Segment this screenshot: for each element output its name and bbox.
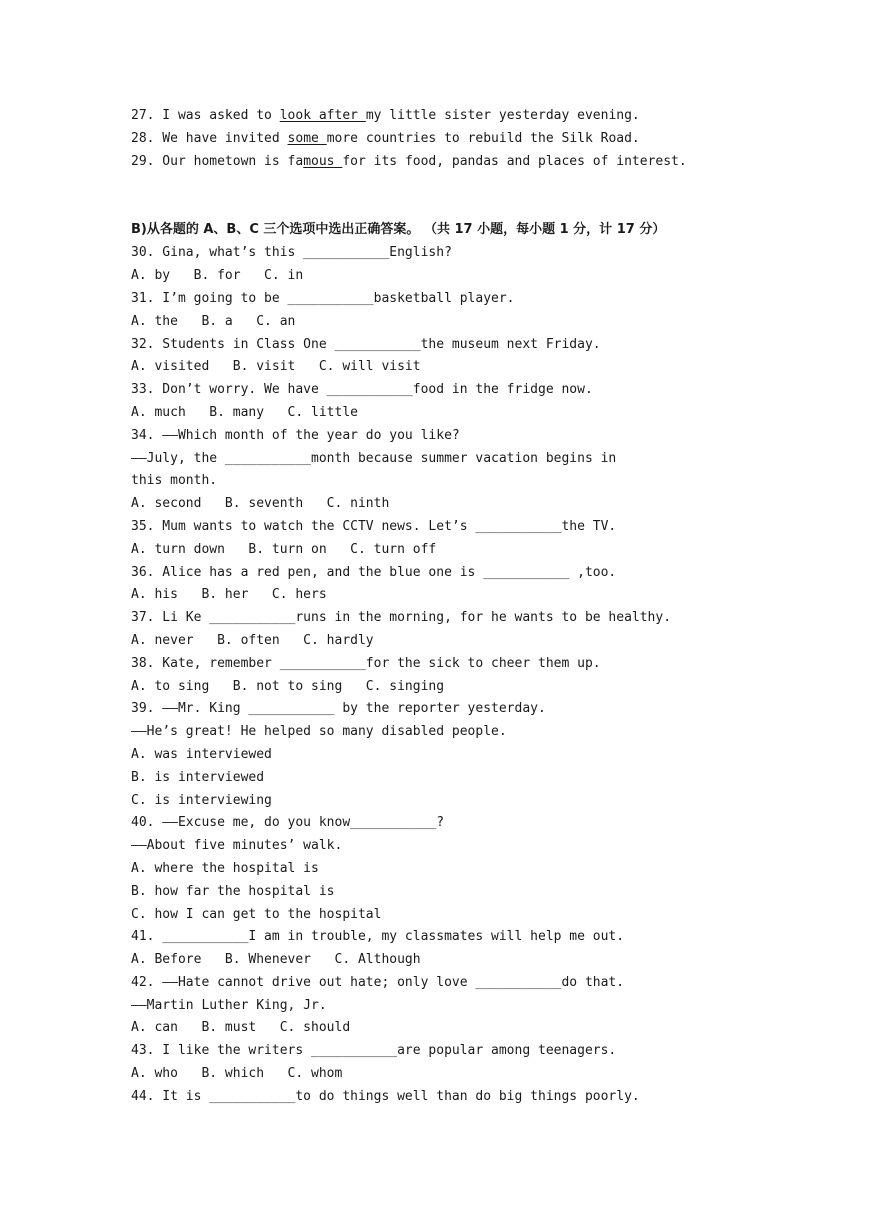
question-line: ——Martin Luther King, Jr.: [131, 997, 327, 1013]
question-line: 38. Kate, remember ___________for the sick to cheer them up.: [131, 655, 601, 671]
question-line: [131, 105, 771, 128]
options-line: A. can B. must C. should: [131, 1020, 351, 1036]
question-line: 34. ——Which month of the year do you like?: [131, 427, 460, 443]
question-text: more countries to rebuild the Silk Road.: [326, 130, 640, 146]
question-line: this month.: [131, 473, 218, 489]
options-line: A. his B. her C. hers: [131, 587, 327, 603]
question-line: 30. Gina, what’s this ___________English?: [131, 245, 452, 261]
section-b-heading: B)从各题的 A、B、C 三个选项中选出正确答案。 （共 17 小题，每小题 1 分，计 17 分）: [131, 222, 666, 238]
question-text: 27. I was asked to: [131, 108, 280, 123]
question-line: 33. Don’t worry. We have ___________food in the fridge now.: [131, 382, 593, 398]
part-a-tail: [131, 105, 771, 173]
question-line: 39. ——Mr. King ___________ by the reporter yesterday.: [131, 701, 546, 717]
question-line: ——About five minutes’ walk.: [131, 838, 343, 854]
question-line: 37. Li Ke ___________runs in the morning, for he wants to be healthy.: [131, 610, 672, 626]
question-text: 29. Our hometown is fa: [131, 153, 304, 169]
underlined-phrase: look after: [279, 108, 366, 123]
options-line: A. who B. which C. whom: [131, 1066, 343, 1082]
options-line: A. was interviewed: [131, 746, 272, 762]
underlined-phrase: some: [287, 130, 327, 146]
question-line: 36. Alice has a red pen, and the blue one is ___________ ,too.: [131, 564, 617, 580]
options-line: C. is interviewing: [131, 792, 272, 808]
question-line: 42. ——Hate cannot drive out hate; only love ___________do that.: [131, 974, 625, 990]
section-b-questions: [131, 242, 771, 1108]
underlined-phrase: mous: [303, 153, 343, 169]
options-line: A. much B. many C. little: [131, 404, 358, 420]
options-line: A. second B. seventh C. ninth: [131, 496, 390, 512]
options-line: B. is interviewed: [131, 769, 265, 785]
question-line: ——He’s great! He helped so many disabled people.: [131, 724, 507, 740]
options-line: B. how far the hospital is: [131, 883, 335, 899]
question-text: my little sister yesterday evening.: [365, 108, 640, 123]
question-line: [131, 151, 771, 174]
question-text: for its food, pandas and places of interest.: [342, 153, 687, 169]
options-line: A. Before B. Whenever C. Although: [131, 952, 421, 968]
question-text: 28. We have invited: [131, 130, 288, 146]
question-line: [131, 128, 771, 151]
question-line: 41. ___________I am in trouble, my classmates will help me out.: [131, 929, 625, 945]
options-line: A. by B. for C. in: [131, 268, 304, 284]
options-line: A. visited B. visit C. will visit: [131, 359, 421, 375]
question-line: 44. It is ___________to do things well than do big things poorly.: [131, 1088, 640, 1104]
options-line: A. where the hospital is: [131, 860, 319, 876]
options-line: A. to sing B. not to sing C. singing: [131, 678, 445, 694]
question-line: 31. I’m going to be ___________basketball player.: [131, 290, 515, 306]
options-line: A. never B. often C. hardly: [131, 632, 374, 648]
question-line: 35. Mum wants to watch the CCTV news. Let’s ___________the TV.: [131, 518, 617, 534]
options-line: A. turn down B. turn on C. turn off: [131, 541, 437, 557]
question-line: 40. ——Excuse me, do you know___________?: [131, 815, 445, 831]
exam-page: [131, 105, 771, 1109]
options-line: A. the B. a C. an: [131, 313, 296, 329]
question-line: 32. Students in Class One ___________the museum next Friday.: [131, 336, 601, 352]
options-line: C. how I can get to the hospital: [131, 906, 382, 922]
question-line: 43. I like the writers ___________are popular among teenagers.: [131, 1043, 617, 1059]
section-gap: [131, 173, 771, 218]
question-line: ——July, the ___________month because summer vacation begins in: [131, 450, 617, 466]
